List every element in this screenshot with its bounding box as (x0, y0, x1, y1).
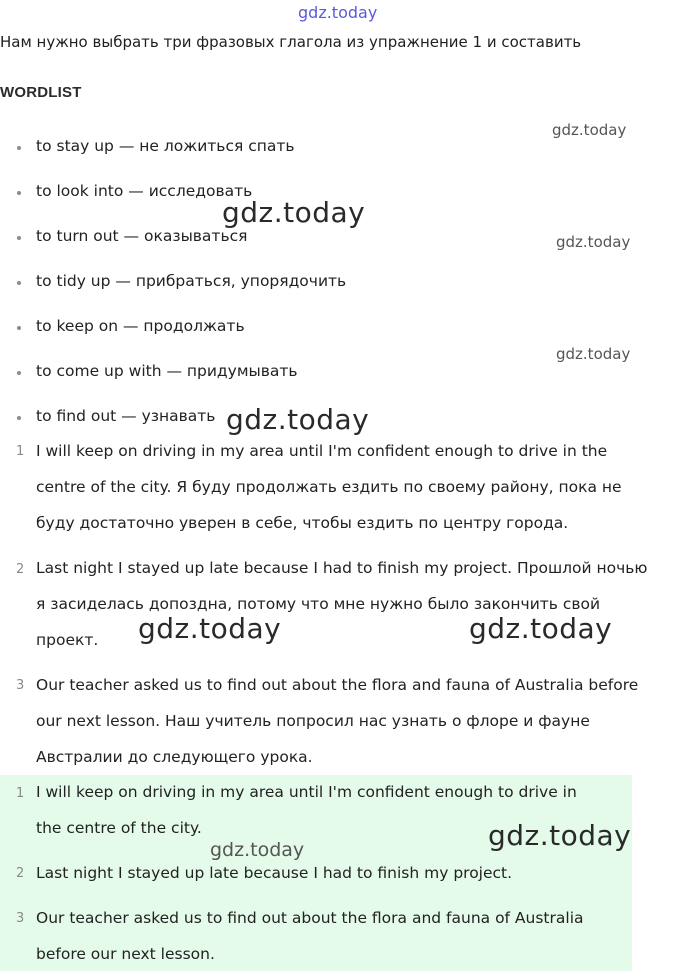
bullet-icon (17, 281, 21, 285)
sentence-number: 2 (16, 866, 25, 881)
sentence-line: Last night I stayed up late because I had to finish my project. Прошлой ночью (36, 559, 648, 577)
watermark: gdz.today (488, 819, 632, 852)
sentence-number: 3 (16, 911, 25, 926)
wordlist-item-text: to look into — исследовать (36, 182, 253, 200)
watermark: gdz.today (469, 612, 613, 645)
sentence-line: I will keep on driving in my area until I'm confident enough to drive in the (36, 442, 608, 460)
bullet-icon (17, 146, 21, 150)
bullet-icon (17, 416, 21, 420)
sentence-number: 1 (16, 786, 25, 801)
sentence-number: 2 (16, 562, 25, 577)
bullet-icon (17, 236, 21, 240)
sentence-line: centre of the city. Я буду продолжать ездить по своему району, пока не (36, 478, 622, 496)
sentence-line: проект. (36, 631, 99, 649)
bullet-icon (17, 191, 21, 195)
sentence-number: 1 (16, 444, 25, 459)
watermark: gdz.today (138, 612, 282, 645)
bullet-icon (17, 326, 21, 330)
sentence-line: Our teacher asked us to find out about the flora and fauna of Australia before (36, 676, 639, 694)
bullet-icon (17, 371, 21, 375)
watermark: gdz.today (556, 233, 631, 251)
sentence-number: 3 (16, 678, 25, 693)
watermark: gdz.today (552, 121, 627, 139)
watermark: gdz.today (226, 403, 370, 436)
wordlist-title: WORDLIST (0, 84, 82, 101)
wordlist-item-text: to stay up — не ложиться спать (36, 137, 295, 155)
watermark: gdz.today (210, 839, 305, 861)
watermark-top: gdz.today (298, 3, 378, 22)
wordlist-item-text: to keep on — продолжать (36, 317, 245, 335)
sentence-line: Last night I stayed up late because I had to finish my project. (36, 864, 513, 882)
sentence-line: буду достаточно уверен в себе, чтобы ездить по центру города. (36, 514, 569, 532)
sentence-line: I will keep on driving in my area until I'm confident enough to drive in (36, 783, 577, 801)
sentence-line: before our next lesson. (36, 945, 215, 963)
wordlist-item-text: to find out — узнавать (36, 407, 216, 425)
watermark: gdz.today (222, 196, 366, 229)
sentence-line: Our teacher asked us to find out about the flora and fauna of Australia (36, 909, 584, 927)
sentence-line: я засиделась допоздна, потому что мне нужно было закончить свой (36, 595, 601, 613)
sentence-line: the centre of the city. (36, 819, 202, 837)
wordlist-item-text: to tidy up — прибраться, упорядочить (36, 272, 347, 290)
watermark: gdz.today (556, 345, 631, 363)
wordlist-item-text: to come up with — придумывать (36, 362, 298, 380)
intro-text: Нам нужно выбрать три фразовых глагола из упражнение 1 и составить (0, 33, 582, 51)
wordlist-item-text: to turn out — оказываться (36, 227, 248, 245)
sentence-line: Австралии до следующего урока. (36, 748, 313, 766)
sentence-line: our next lesson. Наш учитель попросил нас узнать о флоре и фауне (36, 712, 590, 730)
